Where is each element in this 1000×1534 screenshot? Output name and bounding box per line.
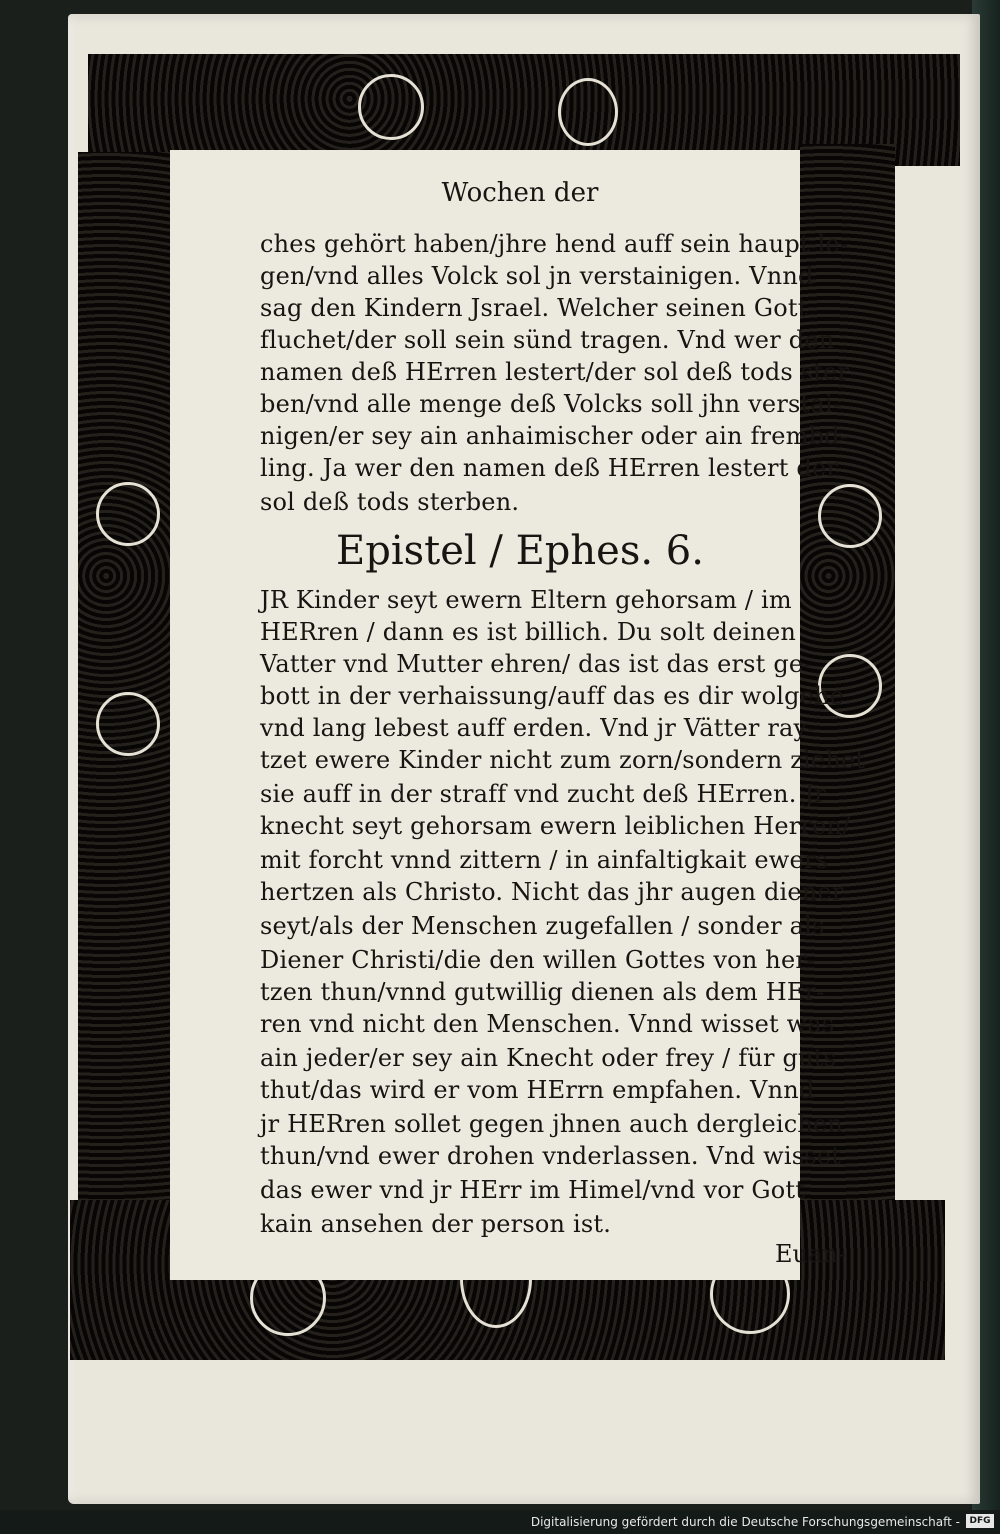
digitization-footer	[0, 1510, 1000, 1534]
text-line: knecht seyt gehorsam ewern leiblichen Herren/	[260, 812, 851, 840]
text-line: kain ansehen der person ist.	[260, 1210, 612, 1238]
ornament-medallion	[358, 74, 424, 140]
text-line: HERren / dann es ist billich. Du solt deinen	[260, 618, 797, 646]
text-line: sag den Kindern Jsrael. Welcher seinen Gott	[260, 294, 808, 322]
catchword: Euan-	[775, 1240, 846, 1268]
text-line: sie auff in der straff vnd zucht deß HErren. Jr	[260, 780, 826, 808]
text-line: ben/vnd alle menge deß Volcks soll jhn verstai-	[260, 390, 842, 418]
text-line: ren vnd nicht den Menschen. Vnnd wisset was	[260, 1010, 835, 1038]
text-line: Diener Christi/die den willen Gottes von her-	[260, 946, 816, 974]
text-line: thut/das wird er vom HErrn empfahen. Vnnd	[260, 1076, 815, 1104]
ornament-face	[558, 78, 618, 146]
text-line: gen/vnd alles Volck sol jn verstainigen. Vnnd	[260, 262, 814, 290]
text-line: mit forcht vnnd zittern / in ainfaltigkait ewers	[260, 846, 829, 874]
running-header: Wochen der	[441, 178, 599, 208]
text-line: seyt/als der Menschen zugefallen / sonder als	[260, 912, 825, 940]
text-line: vnd lang lebest auff erden. Vnd jr Vätter ray-	[260, 714, 816, 742]
text-line: ain jeder/er sey ain Knecht oder frey / für guts	[260, 1044, 837, 1072]
text-line: JR Kinder seyt ewern Eltern gehorsam / im	[260, 586, 792, 614]
text-line: jr HERren sollet gegen jhnen auch dergleichen	[260, 1110, 844, 1138]
section-title: Epistel / Ephes. 6.	[336, 528, 704, 574]
text-line: nigen/er sey ain anhaimischer oder ain frembd-	[260, 422, 849, 450]
text-line: tzen thun/vnnd gutwillig dienen als dem HEr-	[260, 978, 825, 1006]
text-line: das ewer vnd jr HErr im Himel/vnd vor Gott	[260, 1176, 806, 1204]
ornament-scroll	[96, 692, 160, 756]
text-line: ches gehört haben/jhre hend auff sein haupt le-	[260, 230, 849, 258]
footer-credit: Digitalisierung gefördert durch die Deutsche Forschungsgemeinschaft -	[530, 1515, 960, 1529]
woodcut-border-left	[78, 152, 172, 1212]
dfg-logo: DFG	[966, 1514, 994, 1528]
text-line: ling. Ja wer den namen deß HErren lestert der	[260, 454, 839, 482]
text-line: namen deß HErren lestert/der sol deß tods ster	[260, 358, 850, 386]
text-line: hertzen als Christo. Nicht das jhr augen diener	[260, 878, 844, 906]
text-line: sol deß tods sterben.	[260, 488, 520, 516]
text-line: tzet ewere Kinder nicht zum zorn/sondern ziehet	[260, 746, 866, 774]
text-line: Vatter vnd Mutter ehren/ das ist das erst ge-	[260, 650, 812, 678]
text-line: fluchet/der soll sein sünd tragen. Vnd wer den	[260, 326, 835, 354]
text-line: thun/vnd ewer drohen vnderlassen. Vnd wisset	[260, 1142, 842, 1170]
text-line: bott in der verhaissung/auff das es dir wolgehe	[260, 682, 845, 710]
